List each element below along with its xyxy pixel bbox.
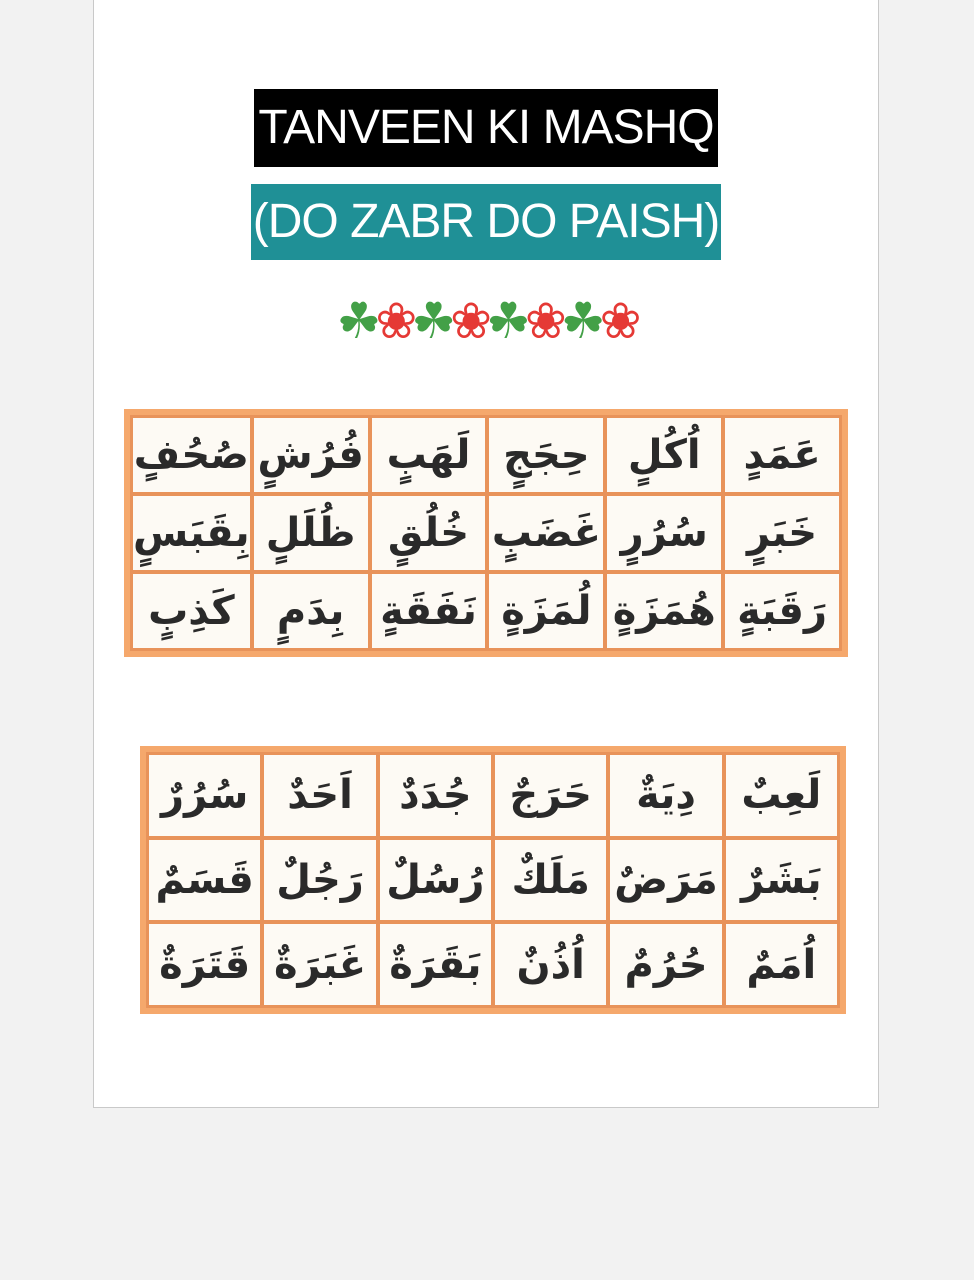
title-main: TANVEEN KI MASHQ — [254, 89, 717, 167]
table-cell: قَسَمٌ — [149, 840, 260, 921]
table-cell: صُحُفٍ — [133, 418, 250, 492]
table-cell: جُدَدٌ — [380, 755, 491, 836]
word-table-2 — [140, 746, 846, 1014]
table-cell: حِجَجٍ — [489, 418, 603, 492]
table-cell: نَفَقَةٍ — [372, 574, 486, 648]
title-sub-wrap — [94, 184, 878, 260]
table-cell: اُكُلٍ — [607, 418, 721, 492]
flower-icon: ❀ — [524, 292, 561, 350]
table-cell: حَرَجٌ — [495, 755, 606, 836]
decoration-row — [94, 291, 878, 351]
table-cell: اَحَدٌ — [264, 755, 375, 836]
shamrock-icon: ☘ — [486, 292, 525, 350]
table-cell: سُرُرٍ — [607, 496, 721, 570]
table-cell: لَعِبٌ — [726, 755, 837, 836]
table-cell: بَقَرَةٌ — [380, 924, 491, 1005]
table-cell: اُذُنٌ — [495, 924, 606, 1005]
table-cell: خُلُقٍ — [372, 496, 486, 570]
table-cell: دِيَةٌ — [610, 755, 721, 836]
table-cell: فُرُشٍ — [254, 418, 368, 492]
shamrock-icon: ☘ — [560, 292, 600, 350]
table-cell: ظُلَلٍ — [254, 496, 368, 570]
table-cell: بِقَبَسٍ — [133, 496, 250, 570]
table-cell: عَمَدٍ — [725, 418, 839, 492]
table-cell: لَهَبٍ — [372, 418, 486, 492]
table-cell: مَرَضٌ — [610, 840, 721, 921]
table-cell: مَلَكٌ — [495, 840, 606, 921]
table-cell: بَشَرٌ — [726, 840, 837, 921]
table-cell: بِدَمٍ — [254, 574, 368, 648]
flower-icon: ❀ — [375, 292, 412, 350]
table-cell: حُرُمٌ — [610, 924, 721, 1005]
title-sub: (DO ZABR DO PAISH) — [251, 184, 721, 260]
shamrock-icon: ☘ — [336, 292, 376, 350]
table-cell: كَذِبٍ — [133, 574, 250, 648]
table-cell: هُمَزَةٍ — [607, 574, 721, 648]
word-table-1 — [124, 409, 848, 657]
table-cell: غَضَبٍ — [489, 496, 603, 570]
flower-icon: ❀ — [599, 292, 636, 350]
table-cell: رَجُلٌ — [264, 840, 375, 921]
table-cell: قَتَرَةٌ — [149, 924, 260, 1005]
flower-icon: ❀ — [450, 292, 486, 350]
table-cell: رَقَبَةٍ — [725, 574, 839, 648]
table-cell: سُرُرٌ — [149, 755, 260, 836]
table-cell: رُسُلٌ — [380, 840, 491, 921]
title-main-wrap — [94, 89, 878, 167]
table-cell: غَبَرَةٌ — [264, 924, 375, 1005]
table-cell: لُمَزَةٍ — [489, 574, 603, 648]
table-cell: خَبَرٍ — [725, 496, 839, 570]
shamrock-icon: ☘ — [411, 292, 451, 350]
table-cell: اُمَمٌ — [726, 924, 837, 1005]
document-page — [93, 0, 879, 1108]
